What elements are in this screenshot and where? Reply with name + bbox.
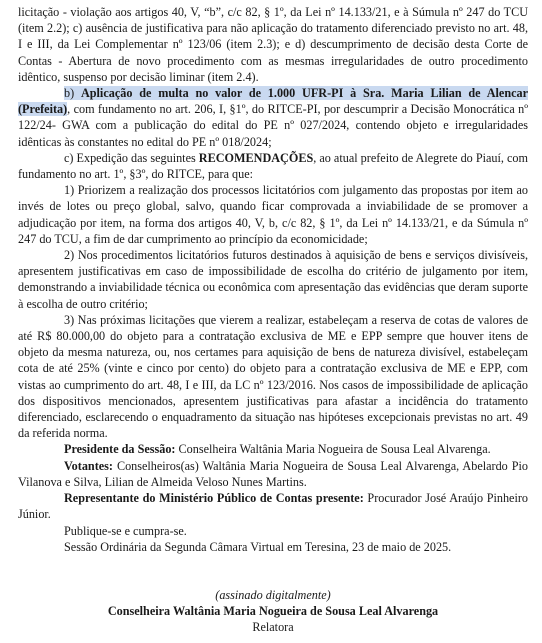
session-president: [18, 441, 528, 457]
signature-note: (assinado digitalmente): [215, 587, 331, 602]
session-voters: [18, 458, 528, 490]
spacer: [18, 555, 528, 571]
session-mp-representative: [18, 490, 528, 522]
mp-value: Procurador José Araújo Pinheiro Júnior.: [18, 491, 529, 522]
recommendation-1: 1) Priorizem a realização dos processos licitatórios com julgamento das propostas por item ao invés de lotes ou preço global, salvo, quando ficar comprovada a inviabilidade de se promover a adjudicação por item, na forma dos artigos 40, V, b, c/c 82, § 1º, da Lei nº 14.133/21, e da Súmula nº 247 do TCU, a fim de dar cumprimento ao princípio da economicidade;: [18, 183, 528, 246]
item-b-paragraph: [18, 85, 528, 150]
recommendation-2: 2) Nos procedimentos licitatórios futuros destinados à aquisição de bens e serviços divisíveis, apresentem justificativas em caso de impossibilidade de escolha do critério de julgamento por item, demonstrando a inviabilidade técnica ou econômica com apresentação das evidências que deram suporte à escolha de outro critério;: [18, 248, 528, 311]
item-b-rest: , com fundamento no art. 206, I, §1º, do RITCE-PI, por descumprir a Decisão Monocrática nº 122/24- GWA com a publicação do edital do PE nº 027/2024, contendo objeto e irregularidades idênticas às constantes no edital do PE nº 018/2024;: [18, 102, 528, 149]
president-label: Presidente da Sessão:: [64, 442, 176, 457]
item-c-paragraph: [18, 150, 528, 182]
signature-name: Conselheira Waltânia Maria Nogueira de Sousa Leal Alvarenga: [107, 604, 439, 619]
intro-paragraph: licitação - violação aos artigos 40, V, “b”, c/c 82, § 1º, da Lei nº 14.133/21, e à Súmula nº 247 do TCU (item 2.2); c) ausência de justificativa para não aplicação do tratamento diferenciado previsto no art. 48, I e III, da Lei Complementar nº 123/06 (item 2.3); e d) descumprimento de decisão desta Corte de Contas - Abertura de novo procedimento com as mesmas irregularidades de outro procedimento idêntico, suspenso por decisão liminar (item 2.4).: [18, 5, 528, 84]
item-c-suffix: , ao atual prefeito de Alegrete do Piauí, com fundamento no art. 1º, §3º, do RITCE, para que:: [18, 150, 528, 182]
voters-label: Votantes:: [64, 458, 113, 473]
item-c-bold-word: RECOMENDAÇÕES: [198, 150, 314, 165]
signature-role: Relatora: [252, 620, 294, 635]
publish-line: Publique-se e cumpra-se.: [64, 523, 187, 538]
voters-value: Conselheiros(as) Waltânia Maria Nogueira de Sousa Leal Alvarenga, Abelardo Pio Vilanova e Silva, Lilian de Almeida Veloso Nunes Martins.: [18, 458, 528, 489]
item-b-bold-text: Aplicação de multa no valor de 1.000 UFR-PI à Sra. Maria Lilian de Alencar (Prefeita): [18, 86, 529, 117]
item-c-prefix: c) Expedição das seguintes: [64, 150, 199, 165]
spacer: [18, 571, 528, 587]
president-value: Conselheira Waltânia Maria Nogueira de Sousa Leal Alvarenga.: [175, 442, 491, 457]
item-b-label: b): [64, 86, 75, 101]
mp-label: Representante do Ministério Público de Contas presente:: [64, 491, 364, 506]
recommendation-3: 3) Nas próximas licitações que vierem a realizar, estabeleçam a reserva de cotas de valores de até R$ 80.000,00 do objeto para a contratação exclusiva de ME e EPP sempre que houver itens de objeto da mesma natureza, ou, nos certames para aquisição de bens de natureza divisível, estabeleçam cota de até 25% (vinte e cinco por cento) do objeto para a contratação exclusiva de ME e EPP, com vistas ao cumprimento do art. 48, I e III, da LC nº 123/2016. Nos casos de impossibilidade de aplicação dos dispositivos mencionados, apresentem justificativas para afastar a incidência do tratamento diferenciado, esclarecendo o enquadramento da situação nas hipóteses excepcionais previstas no art. 49 da referida norma.: [18, 312, 528, 441]
session-line: Sessão Ordinária da Segunda Câmara Virtual em Teresina, 23 de maio de 2025.: [64, 539, 452, 554]
